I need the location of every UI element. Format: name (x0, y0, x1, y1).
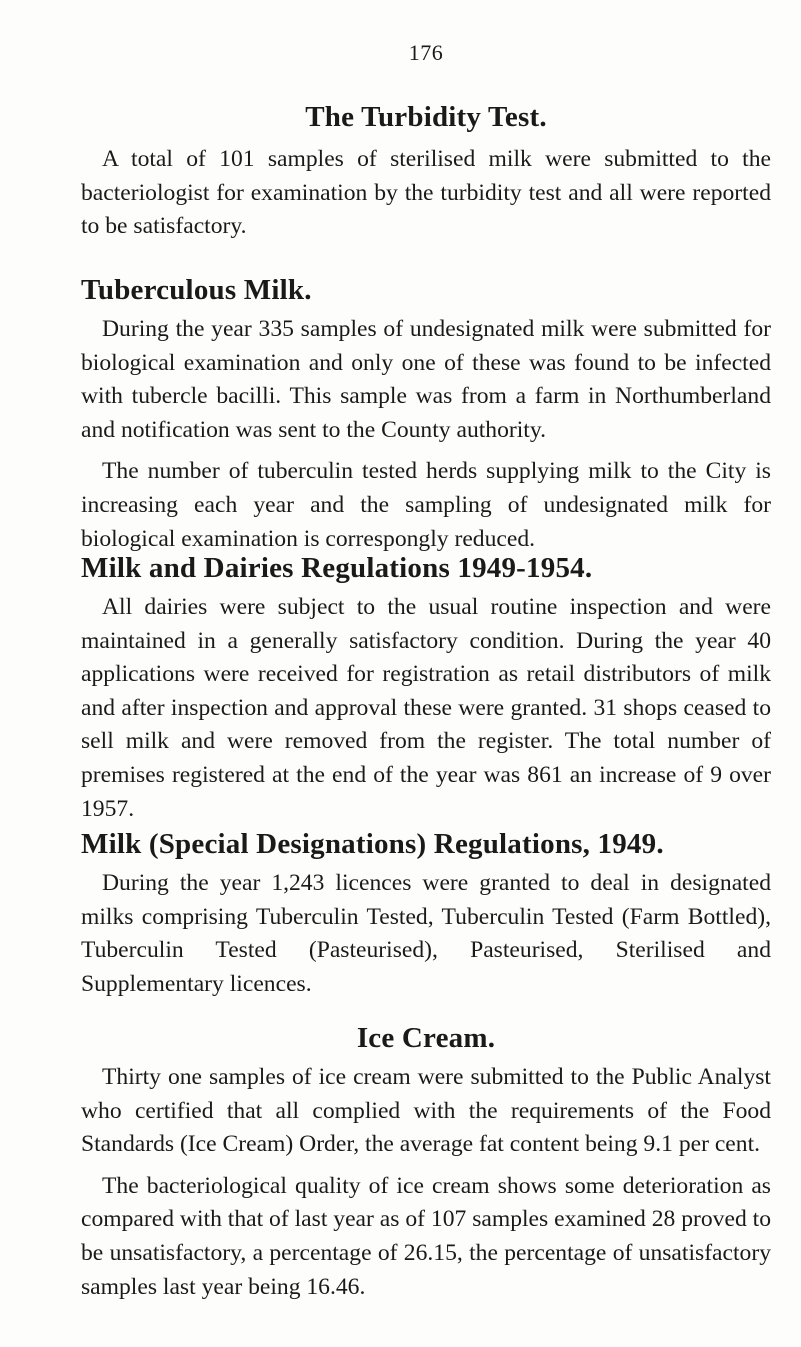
paragraph-special-1: During the year 1,243 licences were granted to deal in designated milks comprising Tuberculin Tested, Tuberculin Tested (Farm Bottled), Tuberculin Tested (Pasteurised), Pasteurised, Sterilised and Supplementary licences. (81, 870, 771, 997)
section-milk-dairies-regulations (81, 551, 771, 826)
paragraph-tuberculous-2: The number of tuberculin tested herds supplying milk to the City is increasing each year and the sampling of undesignated milk for biological examination is correspongly reduced. (81, 458, 771, 552)
heading-ice-cream: Ice Cream. (356, 1022, 496, 1054)
heading-special-designations: Milk (Special Designations) Regulations, 1949. (81, 828, 664, 860)
section-ice-cream (81, 1021, 771, 1304)
paragraph-turbidity-1: A total of 101 samples of sterilised milk were submitted to the bacteriologist for examination by the turbidity test and all were reported to be satisfactory. (81, 146, 771, 240)
section-turbidity-test (81, 100, 771, 244)
section-tuberculous-milk (81, 273, 771, 556)
paragraph-dairies-1: All dairies were subject to the usual routine inspection and were maintained in a generally satisfactory condition. During the year 40 applications were received for registration as retail distributors of milk and after inspection and approval these were granted. 31 shops ceased to sell milk and were removed from the register. The total number of premises registered at the end of the year was 861 an increase of 9 over 1957. (81, 594, 771, 822)
paragraph-icecream-1: Thirty one samples of ice cream were submitted to the Public Analyst who certified that all complied with the requirements of the Food Standards (Ice Cream) Order, the average fat content being 9.1 per cent. (81, 1064, 771, 1158)
paragraph-tuberculous-1: During the year 335 samples of undesignated milk were submitted for biological examination and only one of these was found to be infected with tubercle bacilli. This sample was from a farm in Northumberland and notification was sent to the County authority. (81, 316, 771, 443)
paragraph-icecream-2: The bacteriological quality of ice cream shows some deterioration as compared with that of last year as of 107 samples examined 28 proved to be unsatisfactory, a percentage of 26.15, the percentage of unsatisfactory samples last year being 16.46. (81, 1172, 771, 1300)
section-special-designations (81, 827, 771, 1001)
heading-milk-dairies-regulations: Milk and Dairies Regulations 1949-1954. (81, 552, 593, 584)
page-number: 176 (408, 40, 444, 65)
heading-tuberculous-milk: Tuberculous Milk. (81, 274, 312, 306)
heading-turbidity-test: The Turbidity Test. (305, 101, 547, 133)
